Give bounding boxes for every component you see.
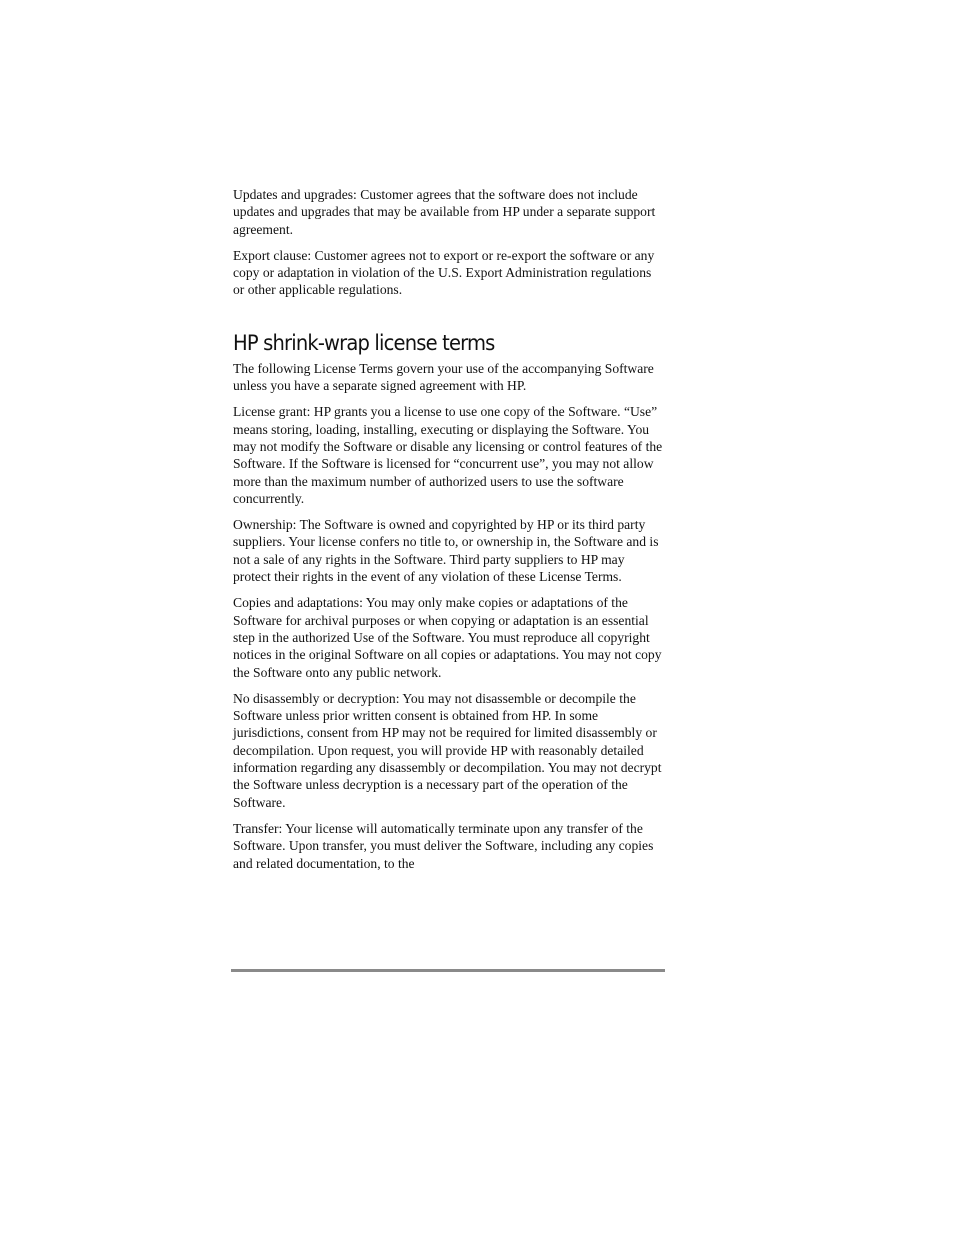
paragraph-intro: The following License Terms govern your use of the accompanying Software unless you have a separate signed agreement with HP. [233,360,654,394]
paragraph-copies-adaptations: Copies and adaptations: You may only make copies or adaptations of the Software for archival purposes or when copying or adaptation is an essential step in the authorized Use of the Software. You must reproduce all copyright notices in the original Software on all copies or adaptations. You may not copy the Software onto any public network. [233,595,662,680]
text-column [233,186,665,881]
section-heading: HP shrink-wrap license terms [233,330,495,355]
paragraph-no-disassembly: No disassembly or decryption: You may not disassemble or decompile the Software unless prior written consent is obtained from HP. In some jurisdictions, consent from HP may not be required for limited disassembly or decompilation. Upon request, you will provide HP with reasonably detailed information regarding any disassembly or decompilation. You may not decrypt the Software unless decryption is a necessary part of the operation of the Software. [233,690,662,810]
paragraph-export-clause: Export clause: Customer agrees not to export or re-export the software or any copy or adaptation in violation of the U.S. Export Administration regulations or other applicable regulations. [233,247,655,298]
page-bottom-rule [231,969,665,972]
paragraph-ownership: Ownership: The Software is owned and copyrighted by HP or its third party suppliers. Your license confers no title to, or ownership in, the Software and is not a sale of any rights in the Software. Third party suppliers to HP may protect their rights in the event of any violation of these License Terms. [233,517,659,585]
paragraph-transfer: Transfer: Your license will automatically terminate upon any transfer of the Software. Upon transfer, you must deliver the Software, including any copies and related documentation, to the [233,820,654,871]
paragraph-updates-upgrades: Updates and upgrades: Customer agrees that the software does not include updates and upgrades that may be available from HP under a separate support agreement. [233,187,656,237]
paragraph-license-grant: License grant: HP grants you a license to use one copy of the Software. “Use” means storing, loading, installing, executing or displaying the Software. You may not modify the Software or disable any licensing or control features of the Software. If the Software is licensed for “concurrent use”, you may not allow more than the maximum number of authorized users to use the software concurrently. [233,404,663,506]
